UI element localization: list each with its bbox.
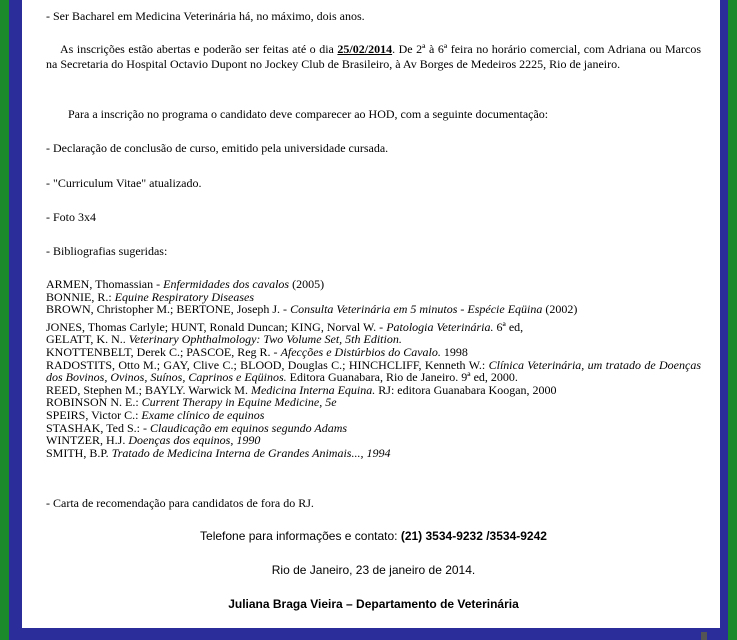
registration-paragraph: [46, 42, 701, 72]
bibliography-entry: GELATT, K. N.. Veterinary Ophthalmology: Two Volume Set, 5th Edition.: [46, 332, 402, 347]
contact-label: Telefone para informações e contato:: [200, 529, 401, 543]
document-item-photo: - Foto 3x4: [46, 210, 97, 224]
right-green-stripe: [728, 0, 737, 640]
requirement-bachelor: - Ser Bacharel em Medicina Veterinária há, no máximo, dois anos.: [46, 9, 365, 23]
bibliography-list: [46, 278, 701, 459]
bibliography-entry: STASHAK, Ted S.: - Claudicação em equinos segundo Adams: [46, 420, 348, 435]
bibliography-entry: ROBINSON N. E.: Current Therapy in Equine Medicine, 5e: [46, 395, 337, 410]
contact-line: [46, 529, 701, 544]
bibliography-entry: WINTZER, H.J. Doenças dos equinos, 1990: [46, 433, 261, 448]
recommendation-item: - Carta de recomendação para candidatos de fora do RJ.: [46, 496, 314, 510]
date-line: Rio de Janeiro, 23 de janeiro de 2014.: [271, 563, 476, 577]
documentation-intro: Para a inscrição no programa o candidato deve comparecer ao HOD, com a seguinte documentação:: [68, 107, 549, 121]
bibliography-entry: KNOTTENBELT, Derek C.; PASCOE, Reg R. - Afecções e Distúrbios do Cavalo. 1998: [46, 344, 468, 359]
bibliography-entry: REED, Stephen M.; BAYLY. Warwick M. Medicina Interna Equina. RJ: editora Guanabara Koogan, 2000: [46, 382, 557, 397]
left-green-stripe: [0, 0, 9, 640]
bibliography-entry: BONNIE, R.: Equine Respiratory Diseases: [46, 289, 254, 304]
signature-line: Juliana Braga Vieira – Departamento de Veterinária: [228, 597, 519, 611]
document-item-declaration: - Declaração de conclusão de curso, emitido pela universidade cursada.: [46, 141, 389, 155]
bibliography-entry: ARMEN, Thomassian - Enfermidades dos cavalos (2005): [46, 277, 325, 291]
registration-text-after: . De 2ª à 6ª feira no horário comercial, com Adriana ou Marcos na Secretaria do Hospital Octavio Dupont no Jockey Club de Brasileiro, à Av Borges de Medeiros 2225, Rio de janeiro.: [46, 42, 701, 71]
registration-text-before: As inscrições estão abertas e poderão ser feitas até o dia: [60, 42, 338, 56]
bibliography-entry: BROWN, Christopher M.; BERTONE, Joseph J. - Consulta Veterinária em 5 minutos - Espécie Eqüina (2002): [46, 302, 578, 317]
scroll-indicator[interactable]: [701, 632, 707, 640]
bibliography-entry: JONES, Thomas Carlyle; HUNT, Ronald Duncan; KING, Norval W. - Patologia Veterinária. 6ª ed,: [46, 319, 524, 334]
document-page: [22, 0, 720, 628]
registration-deadline: 25/02/2014: [337, 42, 393, 56]
document-item-cv: - "Curriculum Vitae" atualizado.: [46, 176, 202, 190]
contact-phones: (21) 3534-9232 /3534-9242: [400, 529, 547, 543]
document-item-bibliography: - Bibliografias sugeridas:: [46, 244, 168, 258]
bibliography-entry: SPEIRS, Victor C.: Exame clínico de equinos: [46, 407, 265, 422]
bibliography-entry: SMITH, B.P. Tratado de Medicina Interna de Grandes Animais..., 1994: [46, 445, 391, 460]
bibliography-entry: RADOSTITS, Otto M.; GAY, Clive C.; BLOOD, Douglas C.; HINCHCLIFF, Kenneth W.: Clínica Veterinária, um tratado de Doenças dos Bovinos, Ovinos, Suínos, Caprinos e Eqüinos. Editora Guanabara, Rio de Janeiro. 9ª ed, 2000.: [46, 357, 702, 385]
